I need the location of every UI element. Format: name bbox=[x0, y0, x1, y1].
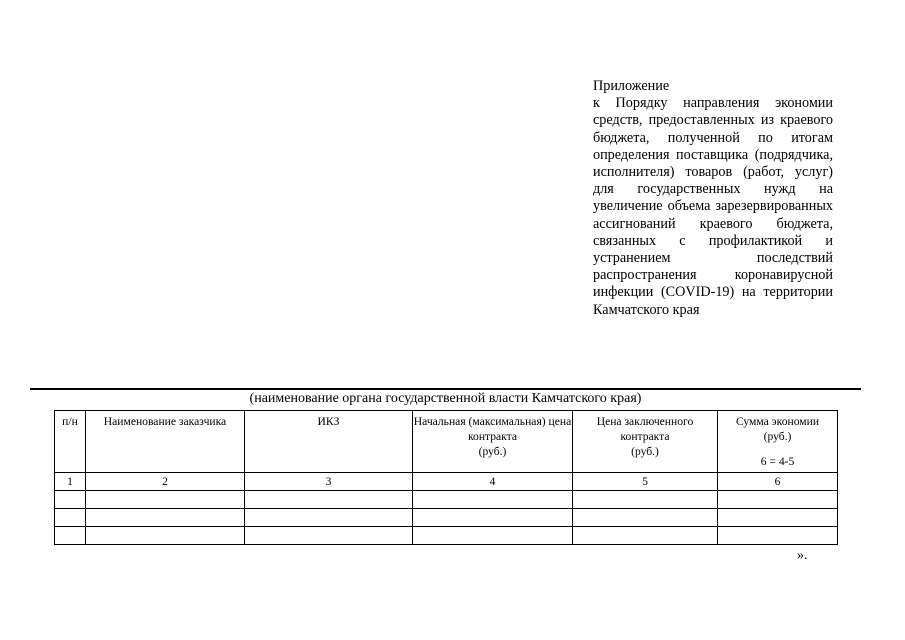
table-cell bbox=[245, 491, 413, 509]
table-cell bbox=[86, 491, 245, 509]
table-cell bbox=[55, 527, 86, 545]
column-number: 5 bbox=[573, 473, 718, 491]
table-cell bbox=[573, 491, 718, 509]
table-cell bbox=[573, 509, 718, 527]
header-label: ИКЗ bbox=[317, 415, 340, 428]
header-label: Цена заключенного контракта bbox=[596, 415, 694, 443]
table-cell bbox=[245, 509, 413, 527]
header-unit: (руб.) bbox=[631, 445, 659, 458]
header-formula: 6 = 4-5 bbox=[760, 455, 795, 468]
table-cell bbox=[245, 527, 413, 545]
table-cell bbox=[55, 491, 86, 509]
column-number: 4 bbox=[413, 473, 573, 491]
header-label: Наименование заказчика bbox=[103, 415, 227, 428]
header-unit: (руб.) bbox=[763, 430, 792, 443]
table-cell bbox=[718, 509, 838, 527]
table-cell bbox=[718, 527, 838, 545]
appendix-title: Приложение bbox=[593, 78, 670, 94]
table-cell bbox=[55, 509, 86, 527]
closing-quote: ». bbox=[797, 548, 808, 563]
header-unit: (руб.) bbox=[478, 445, 507, 458]
column-number: 2 bbox=[86, 473, 245, 491]
appendix-block bbox=[593, 78, 833, 319]
table-cell bbox=[573, 527, 718, 545]
header-label: Начальная (максимальная) цена контракта bbox=[413, 415, 572, 443]
table-cell bbox=[413, 527, 573, 545]
header-cell-contract-price bbox=[573, 411, 718, 473]
authority-name-caption: (наименование органа государственной власти Камчатского края) bbox=[249, 391, 642, 406]
header-cell-savings bbox=[718, 411, 838, 473]
authority-name-line bbox=[30, 388, 861, 390]
header-label: Сумма экономии bbox=[735, 415, 820, 428]
table-cell bbox=[718, 491, 838, 509]
table-cell bbox=[86, 527, 245, 545]
header-label: п/н bbox=[62, 415, 78, 428]
table-cell bbox=[413, 491, 573, 509]
table-cell bbox=[413, 509, 573, 527]
table-row bbox=[55, 509, 838, 527]
table-header-row bbox=[55, 411, 838, 473]
table-row bbox=[55, 491, 838, 509]
header-cell-customer bbox=[86, 411, 245, 473]
table-cell bbox=[86, 509, 245, 527]
appendix-body: к Порядку направления экономии средств, предоставленных из краевого бюджета, полученной по итогам определения поставщика (подрядчика, исполнителя) товаров (работ, услуг) для государственных нужд на увеличение объема зарезервированных ассигнований краевого бюджета, связанных с профилактикой и устранением последствий распространения коронавирусной инфекции (COVID-19) на территории Камчатского края bbox=[593, 95, 833, 318]
column-number: 6 bbox=[718, 473, 838, 491]
column-number: 3 bbox=[245, 473, 413, 491]
header-cell-ikz bbox=[245, 411, 413, 473]
savings-table bbox=[54, 410, 838, 545]
table-row bbox=[55, 527, 838, 545]
column-number-row bbox=[55, 473, 838, 491]
header-cell-initial-price bbox=[413, 411, 573, 473]
header-cell-number bbox=[55, 411, 86, 473]
column-number: 1 bbox=[55, 473, 86, 491]
